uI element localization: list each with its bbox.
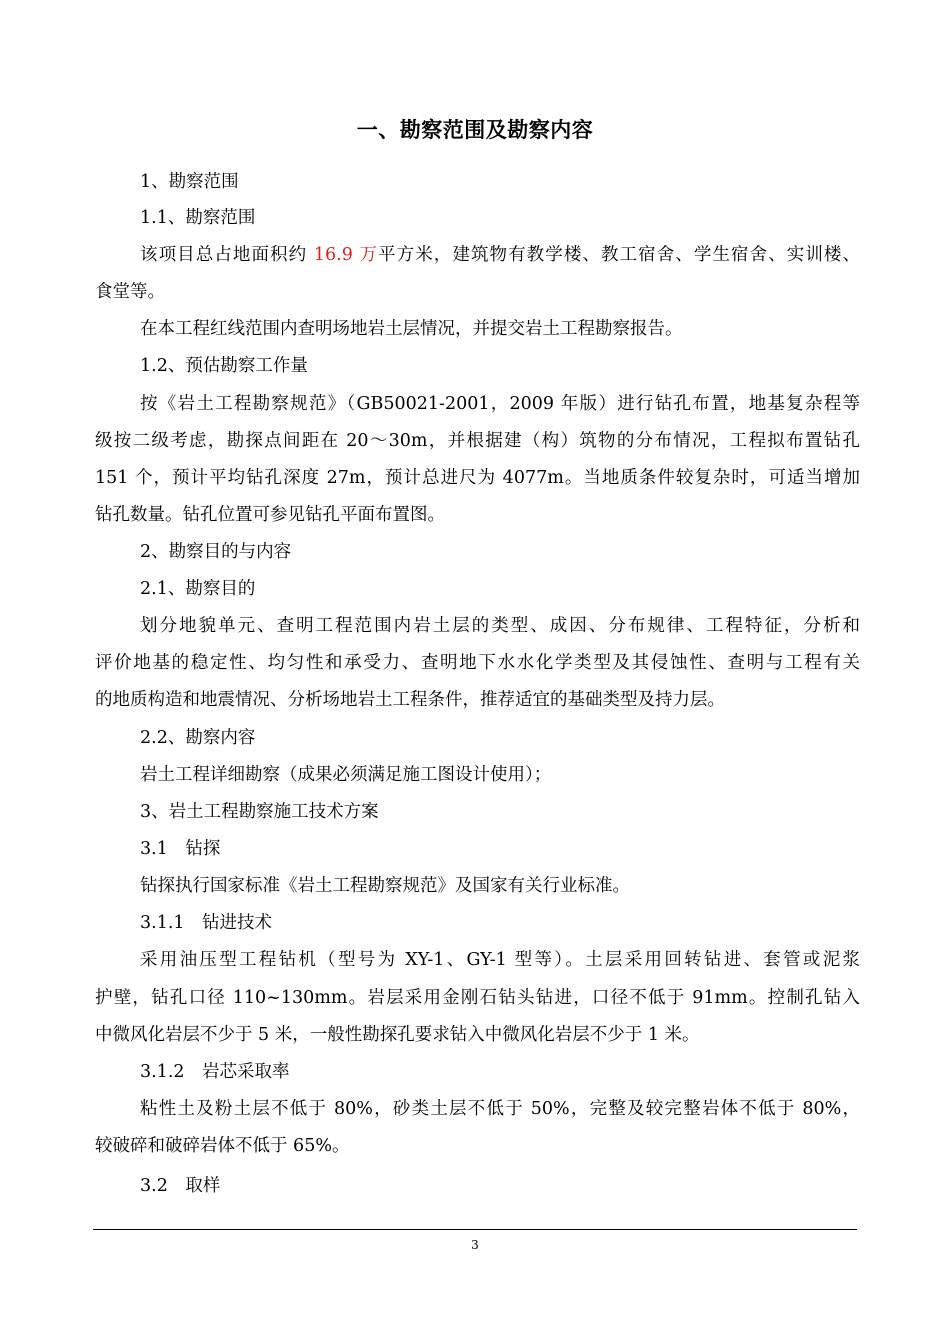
paragraph-6: 钻探执行国家标准《岩土工程勘察规范》及国家有关行业标准。: [140, 876, 630, 896]
paragraph-3-line-3: 151 个，预计平均钻孔深度 27m，预计总进尺为 4077m。当地质条件较复杂时，可适当增加: [95, 468, 860, 488]
heading-2-1: 2.1、勘察目的: [140, 579, 256, 599]
paragraph-3-line-2: 级按二级考虑，勘探点间距在 20～30m，并根据建（构）筑物的分布情况，工程拟布置钻孔: [95, 431, 860, 451]
heading-3-1-2: 3.1.2 岩芯采取率: [140, 1062, 290, 1082]
paragraph-7-line-1: 采用油压型工程钻机（型号为 XY-1、GY-1 型等）。土层采用回转钻进、套管或泥浆: [140, 950, 860, 970]
paragraph-3-line-1: 按《岩土工程勘察规范》（GB50021-2001，2009 年版）进行钻孔布置，地基复杂程等: [140, 394, 860, 414]
paragraph-1-text-post: 平方米，建筑物有教学楼、教工宿舍、学生宿舍、实训楼、: [378, 245, 861, 265]
paragraph-5: 岩土工程详细勘察（成果必须满足施工图设计使用）；: [140, 765, 552, 785]
paragraph-1-text-pre: 该项目总占地面积约: [140, 245, 314, 265]
heading-1: 1、勘察范围: [140, 172, 239, 192]
paragraph-1-line-2: 食堂等。: [95, 282, 165, 302]
paragraph-3-line-4: 钻孔数量。钻孔位置可参见钻孔平面布置图。: [95, 505, 445, 525]
heading-1-1: 1.1、勘察范围: [140, 208, 256, 228]
section-title: 一、勘察范围及勘察内容: [356, 118, 594, 142]
heading-2-2: 2.2、勘察内容: [140, 728, 256, 748]
paragraph-4-line-3: 的地质构造和地震情况、分析场地岩土工程条件，推荐适宜的基础类型及持力层。: [95, 690, 725, 710]
paragraph-4-line-1: 划分地貌单元、查明工程范围内岩土层的类型、成因、分布规律、工程特征，分析和: [140, 616, 860, 636]
heading-2: 2、勘察目的与内容: [140, 542, 292, 562]
paragraph-2: 在本工程红线范围内查明场地岩土层情况，并提交岩土工程勘察报告。: [140, 319, 683, 339]
paragraph-1-line-1: [140, 243, 860, 267]
heading-3-1: 3.1 钻探: [140, 839, 221, 859]
page-number: 3: [471, 1238, 479, 1252]
footer-divider: [93, 1229, 857, 1230]
paragraph-4-line-2: 评价地基的稳定性、均匀性和承受力、查明地下水水化学类型及其侵蚀性、查明与工程有关: [95, 653, 860, 673]
heading-3-2: 3.2 取样: [140, 1176, 221, 1196]
paragraph-7-line-2: 护壁，钻孔口径 110~130mm。岩层采用金刚石钻头钻进，口径不低于 91mm。控制孔钻入: [95, 988, 860, 1008]
heading-3: 3、岩土工程勘察施工技术方案: [140, 802, 379, 822]
paragraph-8-line-2: 较破碎和破碎岩体不低于 65%。: [95, 1136, 350, 1156]
paragraph-7-line-3: 中微风化岩层不少于 5 米，一般性勘探孔要求钻入中微风化岩层不少于 1 米。: [95, 1025, 700, 1045]
paragraph-8-line-1: 粘性土及粉土层不低于 80%，砂类土层不低于 50%，完整及较完整岩体不低于 80%，: [140, 1099, 860, 1119]
heading-1-2: 1.2、预估勘察工作量: [140, 356, 308, 376]
area-highlight: 16.9 万: [313, 245, 379, 265]
heading-3-1-1: 3.1.1 钻进技术: [140, 913, 273, 933]
